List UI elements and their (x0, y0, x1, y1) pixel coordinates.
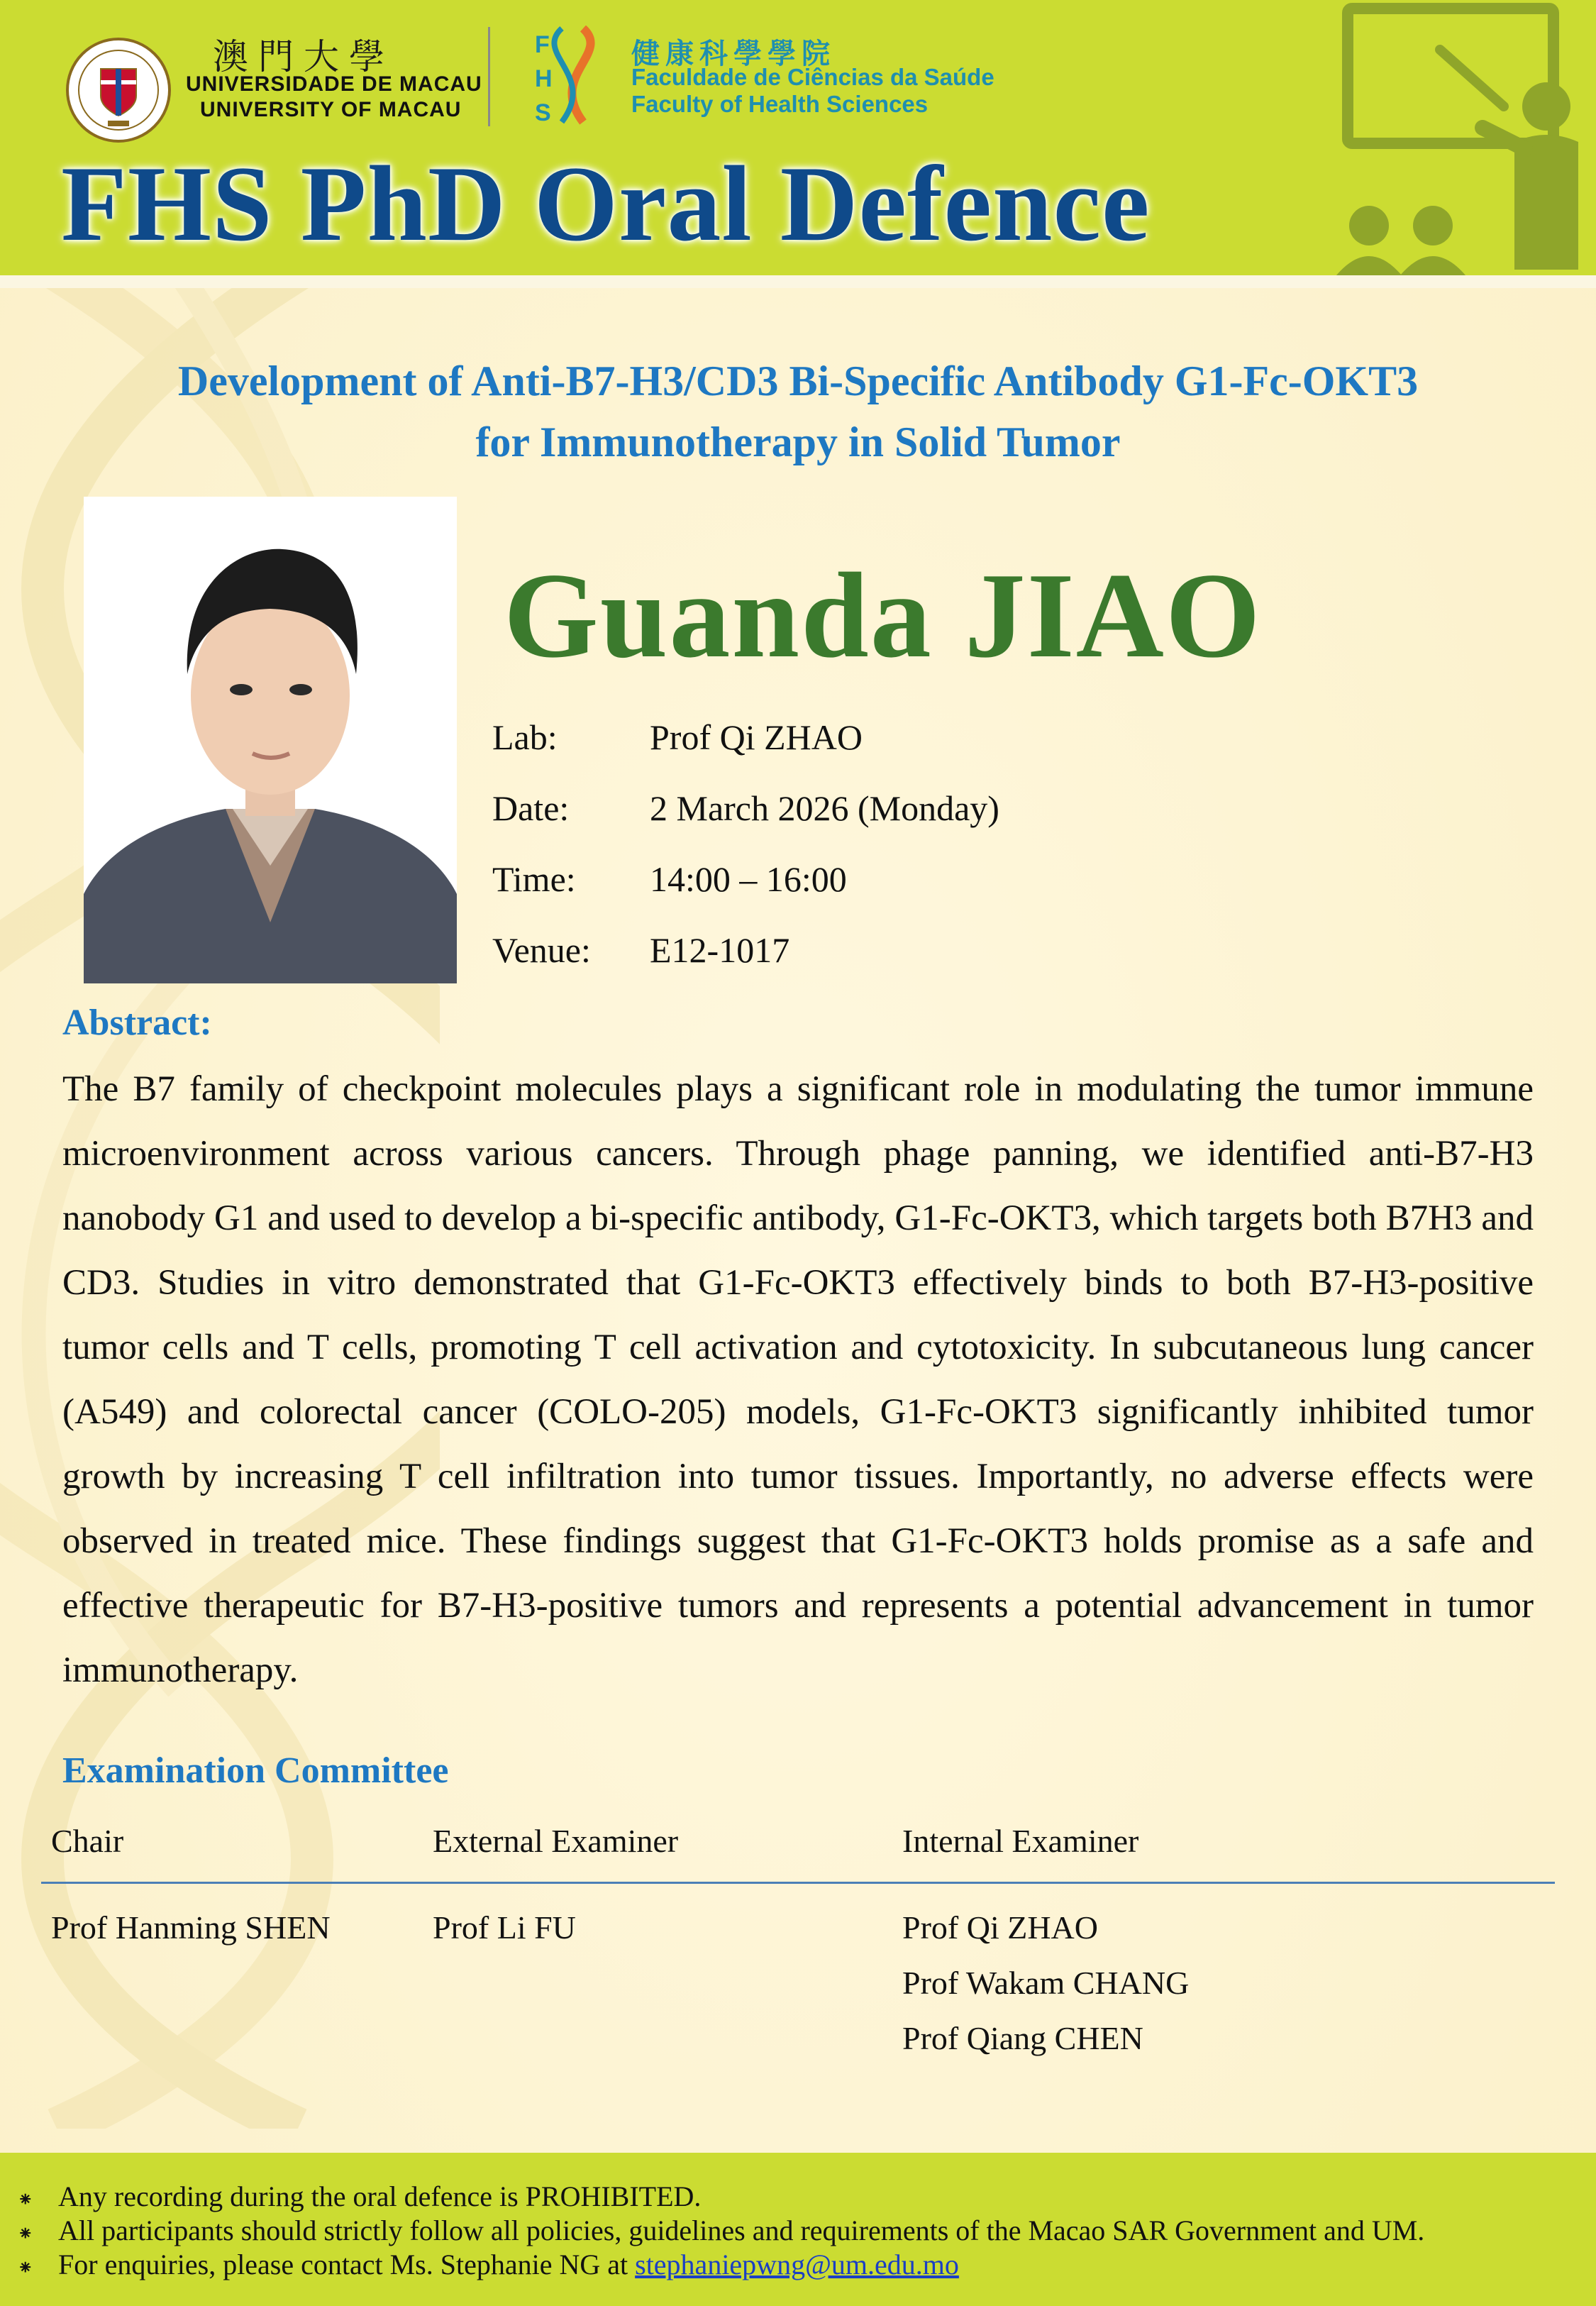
venue-label: Venue: (492, 930, 591, 970)
header-divider (488, 27, 490, 126)
date-value: 2 March 2026 (Monday) (650, 788, 999, 828)
footer-note-policies (17, 2214, 1424, 2247)
date-label: Date: (492, 788, 570, 828)
footer-note-enquiries (17, 2248, 959, 2281)
internal-examiner-column-header: Internal Examiner (902, 1823, 1139, 1859)
university-seal-icon (65, 37, 172, 143)
university-name-chinese: 澳門大學 (213, 36, 394, 77)
footer-banner (0, 2153, 1596, 2306)
lab-label: Lab: (492, 717, 558, 757)
footer-note-text: For enquiries, please contact Ms. Stephanie NG at (58, 2249, 636, 2280)
header-separator (0, 275, 1596, 288)
footer-note-text: All participants should strictly follow all policies, guidelines and requirements of the Macao SAR Government and UM. (58, 2214, 1425, 2246)
time-value: 14:00 – 16:00 (650, 859, 847, 899)
bullet-icon: ⁕ (17, 2256, 34, 2280)
bullet-icon: ⁕ (17, 2222, 34, 2246)
internal-examiner-name: Prof Qi ZHAO (902, 1909, 1098, 1946)
candidate-name: Guanda JIAO (504, 548, 1262, 683)
abstract-text: The B7 family of checkpoint molecules plays a significant role in modulating the tumor immune microenvironment across various cancers. Through phage panning, we identified anti-B7-H3 nanobody G1 and used to develop a bi-specific antibody, G1-Fc-OKT3, which targets both B7H3 and CD3. Studies in vitro demonstrated that G1-Fc-OKT3 effectively binds to both B7-H3-positive tumor cells and T cells, promoting T cell activation and cytotoxicity. In subcutaneous lung cancer (A549) and colorectal cancer (COLO-205) models, G1-Fc-OKT3 significantly inhibited tumor growth by increasing T cell infiltration into tumor tissues. Importantly, no adverse effects were observed in treated mice. These findings suggest that G1-Fc-OKT3 holds promise as a safe and effective therapeutic for B7-H3-positive tumors and represents a potential advancement in tumor immunotherapy. (62, 1069, 1534, 1690)
thesis-title (28, 351, 1568, 473)
contact-email-link[interactable]: stephaniepwng@um.edu.mo (635, 2249, 959, 2280)
bullet-icon: ⁕ (17, 2188, 34, 2212)
faculty-logo-letter-f: F (535, 31, 550, 58)
thesis-title-line-1: Development of Anti-B7-H3/CD3 Bi-Specific Antibody G1-Fc-OKT3 (177, 358, 1419, 404)
external-examiner-name: Prof Li FU (433, 1909, 576, 1946)
faculty-logo-icon (533, 26, 611, 125)
poster-title: FHS PhD Oral Defence (61, 144, 1151, 263)
lab-value: Prof Qi ZHAO (650, 717, 863, 757)
faculty-name-english: Faculty of Health Sciences (631, 91, 929, 117)
university-name-english: UNIVERSITY OF MACAU (200, 98, 462, 121)
internal-examiner-name: Prof Wakam CHANG (902, 1965, 1190, 2001)
footer-note-recording (17, 2180, 701, 2213)
abstract-heading: Abstract: (62, 1003, 212, 1043)
header-banner (0, 0, 1596, 275)
committee-heading: Examination Committee (62, 1750, 449, 1791)
time-label: Time: (492, 859, 576, 899)
venue-value: E12-1017 (650, 930, 790, 970)
internal-examiner-name: Prof Qiang CHEN (902, 2020, 1143, 2056)
thesis-title-line-2: for Immunotherapy in Solid Tumor (475, 419, 1121, 465)
committee-divider (41, 1882, 1555, 1884)
faculty-logo-letter-h: H (535, 65, 553, 92)
faculty-logo-letter-s: S (535, 99, 551, 125)
candidate-photo (84, 497, 457, 983)
faculty-name-portuguese: Faculdade de Ciências da Saúde (631, 64, 994, 90)
external-examiner-column-header: External Examiner (433, 1823, 679, 1859)
university-name-portuguese: UNIVERSIDADE DE MACAU (186, 72, 482, 96)
chair-column-header: Chair (51, 1823, 124, 1859)
faculty-name-chinese: 健康科學學院 (631, 38, 836, 70)
presentation-audience-icon (1312, 0, 1596, 275)
chair-name: Prof Hanming SHEN (51, 1909, 331, 1946)
footer-note-text: Any recording during the oral defence is PROHIBITED. (58, 2180, 702, 2212)
